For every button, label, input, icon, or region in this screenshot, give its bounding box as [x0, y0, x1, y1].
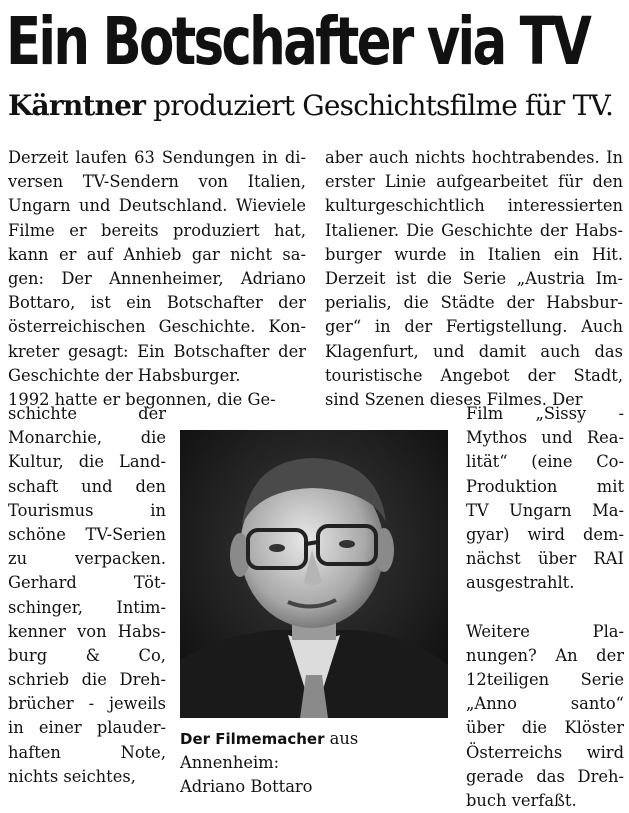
text-line: ausgestrahlt. [466, 573, 575, 593]
text-line: 12teiligen Serie [466, 670, 624, 690]
text-line: sind Szenen dieses Filmes. Der [325, 389, 583, 409]
text-line: ger“ in der Fertigstellung. Auch [325, 317, 623, 337]
caption-bold: Der Filmemacher [180, 730, 325, 748]
text-line: Österreichs wird [466, 742, 624, 762]
text-line: Monarchie, die [8, 428, 166, 448]
text-line: gerade das Dreh- [466, 766, 624, 786]
article-column-left-narrow [8, 402, 166, 789]
headline: Ein Botschafter via TV [6, 3, 590, 80]
text-line: erster Linie aufgearbeitet für den [325, 172, 623, 192]
photo-caption [180, 727, 460, 799]
text-line: über die Klöster [466, 718, 624, 738]
caption-rest: aus Annenheim: [180, 729, 359, 772]
text-line: versen TV-Sendern von Italien, [8, 172, 306, 192]
text-line: Film „Sissy - [466, 404, 624, 423]
text-line: kenner von Habs- [8, 621, 166, 641]
text-line: kreter gesagt: Ein Botschafter der [8, 341, 306, 361]
text-line: schrieb die Dreh- [8, 670, 166, 690]
text-line: Ungarn und Deutschland. Wieviele [8, 196, 306, 216]
subheadline [8, 86, 623, 126]
article-column-right-narrow [466, 402, 624, 813]
text-line: kulturgeschichtlich interessierten [325, 196, 623, 216]
text-line: 1992 hatte er begonnen, die Ge- [8, 389, 276, 409]
text-line: Klagenfurt, und damit auch das [325, 341, 623, 361]
subheadline-rest: produziert Geschichtsfilme für TV. [145, 89, 614, 122]
text-line: Geschichte der Habsburger. [8, 365, 241, 385]
text-line: lität“ (eine Co- [466, 452, 624, 472]
text-line: zu verpacken. [8, 549, 166, 569]
text-line: nächst über RAI [466, 549, 624, 569]
text-line: schichte der [8, 404, 166, 423]
text-line: „Anno santo“ [466, 694, 624, 714]
text-line: Weitere Pla- [466, 621, 624, 641]
text-line: schöne TV-Serien [8, 524, 166, 544]
text-line: Produktion mit [466, 476, 624, 496]
text-line: in einer plauder- [8, 718, 166, 738]
text-line: Bottaro, ist ein Botschafter der [8, 293, 306, 313]
caption-name: Adriano Bottaro [180, 777, 313, 796]
text-line: schaft und den [8, 476, 166, 496]
text-line: gen: Der Annenheimer, Adriano [8, 268, 306, 288]
text-line: burg & Co, [8, 645, 166, 665]
text-line: Derzeit ist die Serie „Austria Im- [325, 268, 623, 288]
text-line: Filme er bereits produziert hat, [8, 220, 306, 240]
text-line: TV Ungarn Ma- [466, 500, 624, 520]
article-column-left [8, 146, 306, 412]
text-line: haften Note, [8, 742, 166, 762]
subheadline-bold: Kärntner [8, 89, 146, 122]
article-column-right [325, 146, 623, 412]
text-line: nichts seichtes, [8, 766, 136, 786]
text-line: burger wurde in Italien ein Hit. [325, 244, 623, 264]
text-line: touristische Angebot der Stadt, [325, 365, 623, 385]
text-line: schinger, Intim- [8, 597, 166, 617]
text-line: Kultur, die Land- [8, 452, 166, 472]
text-line: Mythos und Rea- [466, 428, 624, 448]
portrait-photo [180, 430, 448, 718]
text-line: perialis, die Städte der Habsbur- [325, 293, 623, 313]
text-line: Gerhard Töt- [8, 573, 166, 593]
text-line [466, 596, 624, 620]
text-line: österreichischen Geschichte. Kon- [8, 317, 306, 337]
text-line: buch verfaßt. [466, 791, 577, 810]
text-line: brücher - jeweils [8, 694, 166, 714]
text-line: aber auch nichts hochtrabendes. In [325, 148, 623, 167]
text-line: Derzeit laufen 63 Sendungen in di- [8, 148, 306, 167]
text-line: kann er auf Anhieb gar nicht sa- [8, 244, 306, 264]
portrait-photo-illustration [180, 430, 448, 718]
text-line: nungen? An der [466, 645, 624, 665]
text-line: gyar) wird dem- [466, 524, 624, 544]
text-line: Italiener. Die Geschichte der Habs- [325, 220, 623, 240]
text-line: Tourismus in [8, 500, 166, 520]
